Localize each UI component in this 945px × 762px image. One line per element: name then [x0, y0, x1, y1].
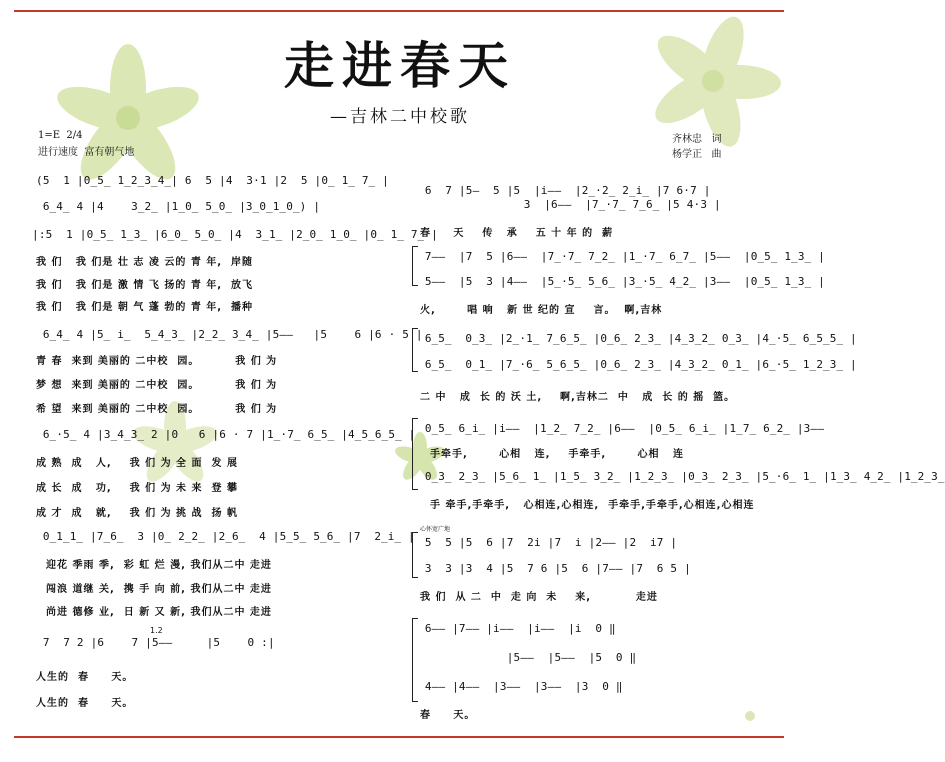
left-lyric-3: 我 们 我 们是 朝 气 蓬 勃的 青 年, 播种 — [36, 302, 254, 313]
right-notes-row-5: 6̲5̲ 0̲3̲ |2̲·1̲ 7̲6̲5̲ |0̲6̲ 2̲3̲ |4̲3̲2̲ 0̲3̲ |4̲·5̲ 6̲5̲5̲ | — [418, 332, 857, 345]
right-notes-row-7: 0̲5̲ 6̲i̲ |i—— |1̲2̲ 7̲2̲ |6—— |0̲5̲ 6̲i̲ |1̲7̲ 6̲2̲ |3—— — [418, 422, 825, 435]
right-lyric-6: 我 们 从 二 中 走 向 未 来, 走进 — [420, 592, 658, 603]
right-notes-row-4: 5—— |5 3 |4—— |5̲·5̲ 5̲6̲ |3̲·5̲ 4̲2̲ |3—— |0̲5̲ 1̲3̲ | — [418, 275, 825, 288]
right-lyric-4: 手牵手, 心相 连, 手牵手, 心相 连 — [430, 449, 684, 460]
left-lyric-11: 闯浪 道继 关, 携 手 向 前, 我们从二中 走进 — [46, 584, 272, 595]
lyricist-credit: 齐林忠 词 — [672, 134, 722, 145]
right-notes-row-6: 6̲5̲ 0̲1̲ |7̲·6̲ 5̲6̲5̲ |0̲6̲ 2̲3̲ |4̲3̲2̲ 0̲1̲ |6̲·5̲ 1̲2̲3̲ | — [418, 358, 857, 371]
tiny-tempo-label: 心怀宽广地 — [420, 526, 451, 533]
left-lyric-8: 成 长 成 功, 我 们 为 未 来 登 攀 — [36, 483, 238, 494]
key-signature: 1=E 2/4 — [38, 130, 83, 141]
right-lyric-3: 二 中 成 长 的 沃 土, 啊,吉林二 中 成 长 的 摇 篮。 — [420, 392, 736, 403]
left-lyric-7: 成 熟 成 人, 我 们 为 全 面 发 展 — [36, 458, 238, 469]
top-rule — [14, 10, 784, 12]
left-notes-row-7: 7 7 2 |6 7 |5—— |5 0 :| — [36, 636, 275, 649]
song-title: 走进春天 — [284, 37, 516, 95]
left-lyric-5: 梦 想 来到 美丽的 二中校 园。 我 们 为 — [36, 380, 278, 391]
right-notes-row-12: |5—— |5—— |5 0 ‖ — [418, 651, 637, 664]
song-subtitle: —吉林二中校歌 — [330, 107, 470, 127]
right-notes-row-10: 3 3 |3 4 |5 7 6 |5 6 |7—— |7 6 5 | — [418, 562, 691, 575]
left-lyric-1: 我 们 我 们是 壮 志 凌 云的 青 年, 岸随 — [36, 257, 254, 268]
right-notes-row-3: 7—— |7 5 |6—— |7̲·7̲ 7̲2̲ |1̲·7̲ 6̲7̲ |5—— |0̲5̲ 1̲3̲ | — [418, 250, 825, 263]
left-notes-row-2: 6̲4̲ 4 |4 3̲2̲ |1̲0̲ 5̲0̲ |3̲0̲1̲0̲) | — [36, 200, 321, 213]
left-lyric-14: 人生的 春 天。 — [36, 698, 134, 709]
left-lyric-2: 我 们 我 们是 激 情 飞 扬的 青 年, 放飞 — [36, 280, 254, 291]
left-lyric-4: 青 春 来到 美丽的 二中校 园。 我 们 为 — [36, 356, 278, 367]
right-lyric-2: 火, 唱 响 新 世 纪的 宣 言。 啊,吉林 — [420, 305, 663, 316]
left-lyric-13: 人生的 春 天。 — [36, 672, 134, 683]
right-notes-row-8: 0̲3̲ 2̲3̲ |5̲6̲ 1̲ |1̲5̲ 3̲2̲ |1̲2̲3̲ |0̲3̲ 2̲3̲ |5̲·6̲ 1̲ |1̲3̲ 4̲2̲ |1̲2̲3̲ — [418, 470, 945, 483]
right-notes-row-1: 6 7 |5— 5 |5 |i—— |2̲·2̲ 2̲i̲ |7 6·7 | — [418, 184, 711, 197]
right-notes-row-2: 3 |6—— |7̲·7̲ 7̲6̲ |5 4·3 | — [476, 198, 721, 211]
left-notes-row-4: 6̲4̲ 4 |5̲ i̲ 5̲4̲3̲ |2̲2̲ 3̲4̲ |5—— |5 6 |6 · 5 | — [36, 328, 423, 341]
right-lyric-7: 春 天。 — [420, 710, 476, 721]
flower-decoration-bottom-right — [740, 706, 760, 726]
right-notes-row-11: 6—— |7—— |i—— |i—— |i 0 ‖ — [418, 622, 616, 635]
right-notes-row-13: 4—— |4—— |3—— |3—— |3 0 ‖ — [418, 680, 623, 693]
left-lyric-10: 迎花 季雨 季, 彩 虹 烂 漫, 我们从二中 走进 — [46, 560, 272, 571]
right-lyric-1: 春 天 传 承 五 十 年 的 薪 — [420, 228, 614, 239]
left-notes-row-6: 0̲1̲1̲ |7̲6̲ 3 |0̲ 2̲2̲ |2̲6̲ 4 |5̲5̲ 5̲6̲ |7 2̲i̲ | — [36, 530, 415, 543]
right-lyric-5: 手 牵手,手牵手, 心相连,心相连, 手牵手,手牵手,心相连,心相连 — [430, 500, 755, 511]
right-notes-row-9: 5 5 |5 6 |7 2i |7 i |2—— |2 i7 | — [418, 536, 678, 549]
left-lyric-6: 希 望 来到 美丽的 二中校 园。 我 们 为 — [36, 404, 278, 415]
left-lyric-9: 成 才 成 就, 我 们 为 挑 战 扬 帆 — [36, 508, 238, 519]
composer-credit: 杨学正 曲 — [672, 149, 722, 160]
tempo-marking: 进行速度 富有朝气地 — [38, 147, 135, 158]
left-notes-row-3: |:5 1 |0̲5̲ 1̲3̲ |6̲0̲ 5̲0̲ |4 3̲1̲ |2̲0̲ 1̲0̲ |0̲ 1̲ 7̲ | — [32, 228, 438, 241]
bottom-rule — [14, 736, 784, 738]
left-lyric-12: 尚进 德修 业, 日 新 又 新, 我们从二中 走进 — [46, 607, 272, 618]
volta-label: 1.2 — [150, 626, 163, 635]
left-notes-row-5: 6̲·5̲ 4 |3̲4̲3̲ 2 |0 6 |6 · 7 |1̲·7̲ 6̲5̲ |4̲5̲6̲5̲ | — [36, 428, 416, 441]
left-notes-row-1: (5 1 |0̲5̲ 1̲2̲3̲4̲| 6 5 |4 3·1 |2 5 |0̲ 1̲ 7̲ | — [36, 174, 389, 187]
